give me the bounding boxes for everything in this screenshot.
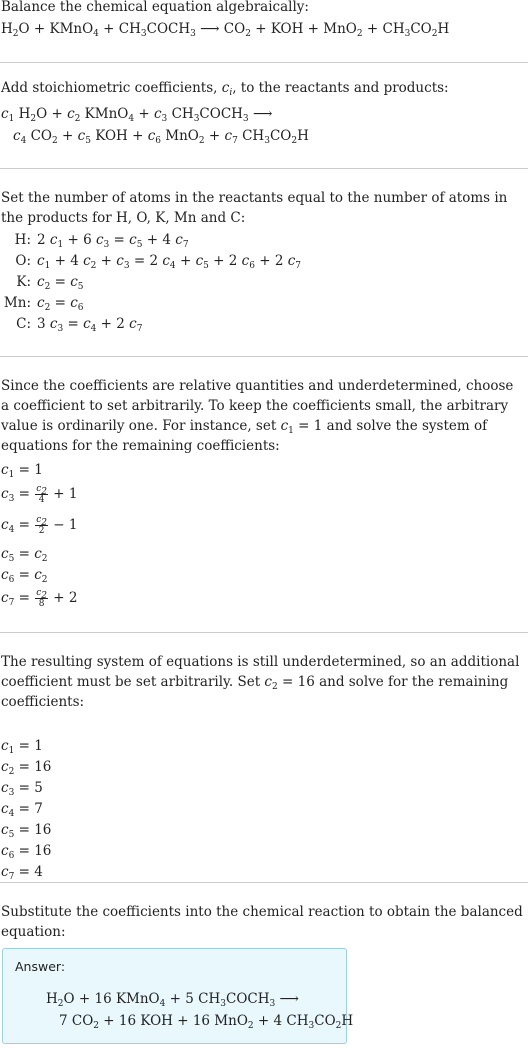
atom-equation-row: Mn: $c_2 = c_6$ [1,293,84,313]
solution-row: $c_4$ = $\frac{c_2}{2}$ − 1 [1,515,78,536]
atom-label: H: [14,232,31,248]
divider [0,632,528,633]
section4-intro: Since the coefficients are relative quantities and underdetermined, choose a coefficient to set arbitrarily. To keep the coefficients small, the arbitrary value is ordinarily one. For instance, set $c_1 = 1$ and solve the system of equations for the remaining coefficients: [1,378,514,454]
atom-equation-row: O: $c_1 + 4$ $c_2 + c_3 = 2$ $c_4 + c_5 + 2$ $c_6 + 2$ $c_7$ [1,251,301,271]
solution-row: $c_1 = 1$ [1,738,43,756]
divider [0,356,528,357]
divider [0,882,528,883]
section2-intro: Add stoichiometric coefficients, $c_i$, to the reactants and products: [1,80,449,98]
atom-equation-row: K: $c_2 = c_5$ [1,272,84,292]
atom-equation-row: H: 2 $c_1 + 6$ $c_3 = c_5 + 4$ $c_7$ [1,230,189,250]
solution-row: $c_2 = 16$ [1,759,52,777]
solution-row: $c_6 = c_2$ [1,567,48,585]
section2-equation-line1: $c_1$ $H_2O + c_2$ KMnO$_4$ + $c_3$ $CH_3COCH_3$ ⟶ [1,106,273,124]
solution-row: $c_4 = 7$ [1,801,43,819]
answer-label: Answer: [15,959,66,974]
section3-intro: Set the number of atoms in the reactants equal to the number of atoms in the products for H, O, K, Mn and C: [1,190,508,226]
solution-row: $c_3$ = $\frac{c_2}{4}$ + 1 [1,484,78,505]
section6-intro: Substitute the coefficients into the chemical reaction to obtain the balanced equation: [1,904,523,940]
solution-row: $c_7$ = $\frac{c_2}{8}$ + 2 [1,588,78,609]
divider [0,168,528,169]
section2-equation-line2: $c_4$ $CO_2 + c_5$ KOH + $c_6$ $MnO_2 + c_7$ $CH_3CO_2H$ [13,128,309,146]
answer-box [2,948,354,1044]
solution-row: $c_3 = 5$ [1,780,43,798]
divider [0,62,528,63]
atom-label: K: [16,274,31,290]
section1-equation: $H_2O$ + KMnO$_4$ + $CH_3COCH_3$ ⟶ $CO_2$ + KOH + $MnO_2 + CH_3CO_2H$ [1,21,450,39]
solution-row: $c_1 = 1$ [1,462,43,480]
atom-equation-row: C: 3 $c_3 = c_4 + 2$ $c_7$ [1,314,142,334]
solution-row: $c_5 = c_2$ [1,546,48,564]
atom-label: O: [15,253,31,269]
atom-label: C: [16,316,31,332]
answer-line1: $H_2O + 16$ KMnO$_4$ + 5 $CH_3COCH_3$ ⟶ [46,991,299,1009]
solution-row: $c_5 = 16$ [1,822,52,840]
section5-intro: The resulting system of equations is still underdetermined, so an additional coefficient must be set arbitrarily. Set $c_2 = 16$ and solve for the remaining coefficients: [1,654,520,710]
solution-row: $c_6 = 16$ [1,843,52,861]
atom-label: Mn: [3,295,31,311]
section1-intro: Balance the chemical equation algebraically: [1,0,309,15]
solution-row: $c_7 = 4$ [1,864,43,882]
answer-line2: 7 $CO_2 + 16$ KOH + 16 MnO$_2$ + 4 $CH_3CO_2H$ [59,1013,354,1031]
